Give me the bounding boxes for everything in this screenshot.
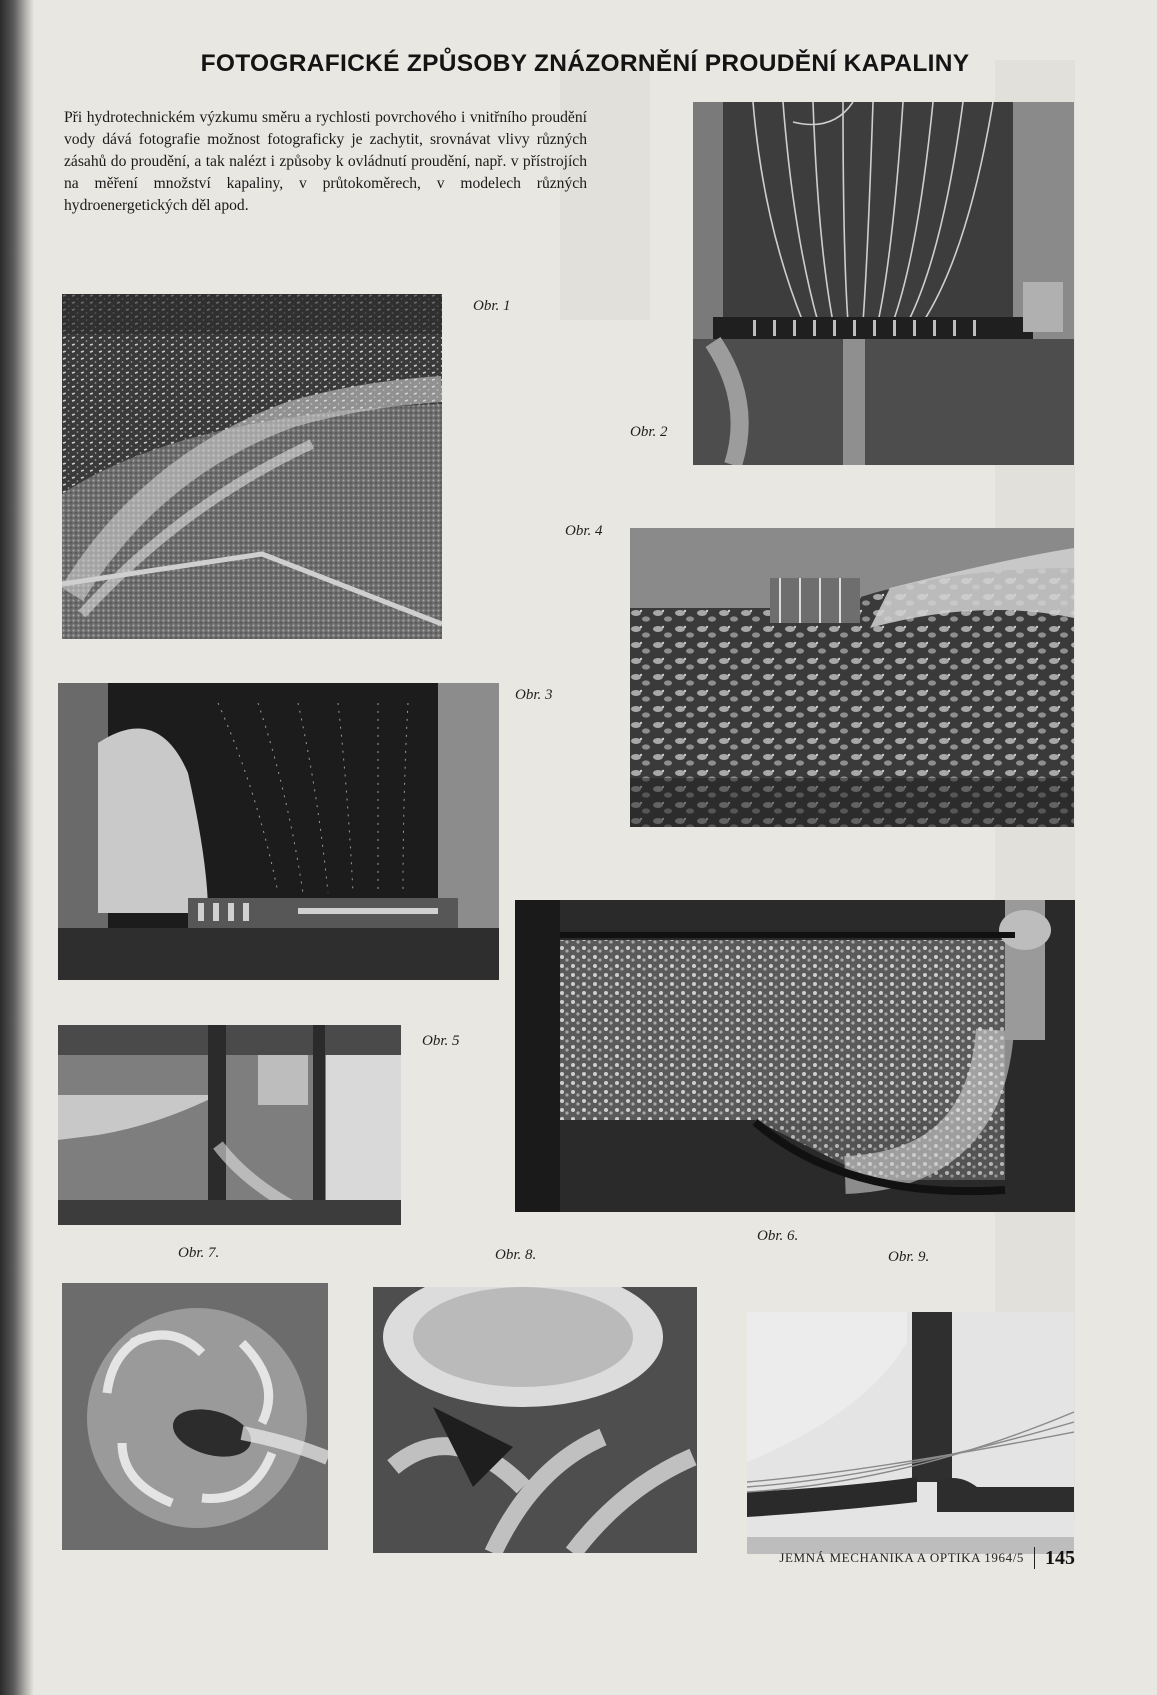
page-binding-edge <box>0 0 34 1695</box>
photo-obr-9 <box>747 1312 1074 1554</box>
photo-obr-2 <box>693 102 1074 465</box>
photo-obr-1 <box>62 294 442 639</box>
caption-obr-3: Obr. 3 <box>515 687 553 703</box>
photo-obr-8 <box>373 1287 697 1553</box>
page-footer <box>755 1545 1075 1571</box>
caption-obr-4: Obr. 4 <box>565 523 603 539</box>
caption-obr-6: Obr. 6. <box>757 1228 799 1244</box>
page-title: FOTOGRAFICKÉ ZPŮSOBY ZNÁZORNĚNÍ PROUDĚNÍ KAPALINY <box>200 50 970 77</box>
journal-name: JEMNÁ MECHANIKA A OPTIKA 1964/5 <box>779 1550 1024 1565</box>
caption-obr-1: Obr. 1 <box>473 298 511 314</box>
caption-obr-9: Obr. 9. <box>888 1249 930 1265</box>
caption-obr-2: Obr. 2 <box>630 424 668 440</box>
caption-obr-7: Obr. 7. <box>178 1245 220 1261</box>
photo-obr-3 <box>58 683 499 980</box>
caption-obr-5: Obr. 5 <box>422 1033 460 1049</box>
photo-obr-5 <box>58 1025 401 1225</box>
footer-divider <box>1034 1547 1035 1569</box>
photo-obr-7 <box>62 1283 328 1550</box>
caption-obr-8: Obr. 8. <box>495 1247 537 1263</box>
photo-obr-4 <box>630 528 1074 827</box>
photo-obr-6 <box>515 900 1075 1212</box>
intro-paragraph: Při hydrotechnickém výzkumu směru a rychlosti povrchového i vnitřního proudění vody dává fotografie možnost fotograficky je zachytit, srovnávat vlivy různých zásahů do proudění, a tak nalézt i způsoby k ovládnutí proudění, např. v přístrojích na měření množství kapaliny, v průtokoměrech, v modelech různých hydroenergetických děl apod. <box>64 109 587 214</box>
page-number: 145 <box>1045 1546 1075 1569</box>
